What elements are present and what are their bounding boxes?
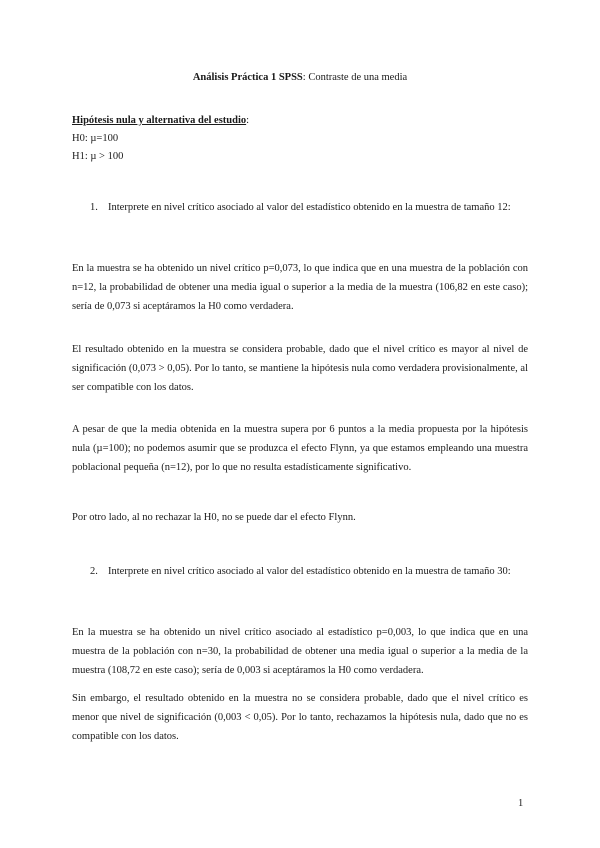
paragraph-1: En la muestra se ha obtenido un nivel crítico p=0,073, lo que indica que en una muestra de la población con n=12, la probabilidad de obtener una media igual o superior a la media de la muestra (106,82 en este caso); sería de 0,073 si aceptáramos la H0 como verdadera. (72, 263, 528, 312)
question-2-text: Interprete en nivel crítico asociado al valor del estadístico obtenido en la muestra de tamaño 30: (108, 566, 511, 577)
alternative-hypothesis: H1: µ > 100 (72, 151, 124, 162)
paragraph-5: En la muestra se ha obtenido un nivel crítico asociado al estadístico p=0,003, lo que indica que en una muestra de la población con n=30, la probabilidad de obtener una media igual o superior a la media de la muestra (108,72 en este caso); sería de 0,003 si aceptáramos la H0 como verdadera. (72, 627, 528, 676)
paragraph-6: Sin embargo, el resultado obtenido en la muestra no se considera probable, dado que el nivel crítico es menor que nivel de significación (0,003 < 0,05). Por lo tanto, rechazamos la hipótesis nula, dado que no es compatible con los datos. (72, 693, 528, 742)
paragraph-4: Por otro lado, al no rechazar la H0, no se puede dar el efecto Flynn. (72, 512, 356, 523)
hypotheses-heading-text: Hipótesis nula y alternativa del estudio (72, 115, 247, 126)
hypotheses-heading (72, 114, 249, 128)
title-bold: Análisis Práctica 1 SPSS (192, 72, 303, 83)
paragraph-2: El resultado obtenido en la muestra se considera probable, dado que el nivel crítico es mayor al nivel de significación (0,073 > 0,05). Por lo tanto, se mantiene la hipótesis nula como verdadera provisionalmente, al ser compatible con los datos. (72, 344, 528, 393)
question-1-number: 1. (90, 202, 98, 213)
hypotheses-heading-colon: : (246, 115, 250, 126)
question-1-text: Interprete en nivel crítico asociado al valor del estadístico obtenido en la muestra de tamaño 12: (108, 202, 511, 213)
paragraph-3: A pesar de que la media obtenida en la muestra supera por 6 puntos a la media propuesta por la hipótesis nula (µ=100); no podemos asumir que se produzca el efecto Flynn, ya que estamos empleando una muestra poblacional pequeña (n=12), por lo que no resulta estadísticamente significativo. (72, 424, 528, 473)
question-2 (90, 563, 528, 581)
null-hypothesis: H0: µ=100 (72, 133, 119, 144)
title-rest: : Contraste de una media (302, 72, 408, 83)
question-1 (90, 199, 528, 217)
page-number: 1 (518, 798, 524, 809)
question-2-number: 2. (90, 566, 98, 577)
page-title (0, 72, 600, 83)
